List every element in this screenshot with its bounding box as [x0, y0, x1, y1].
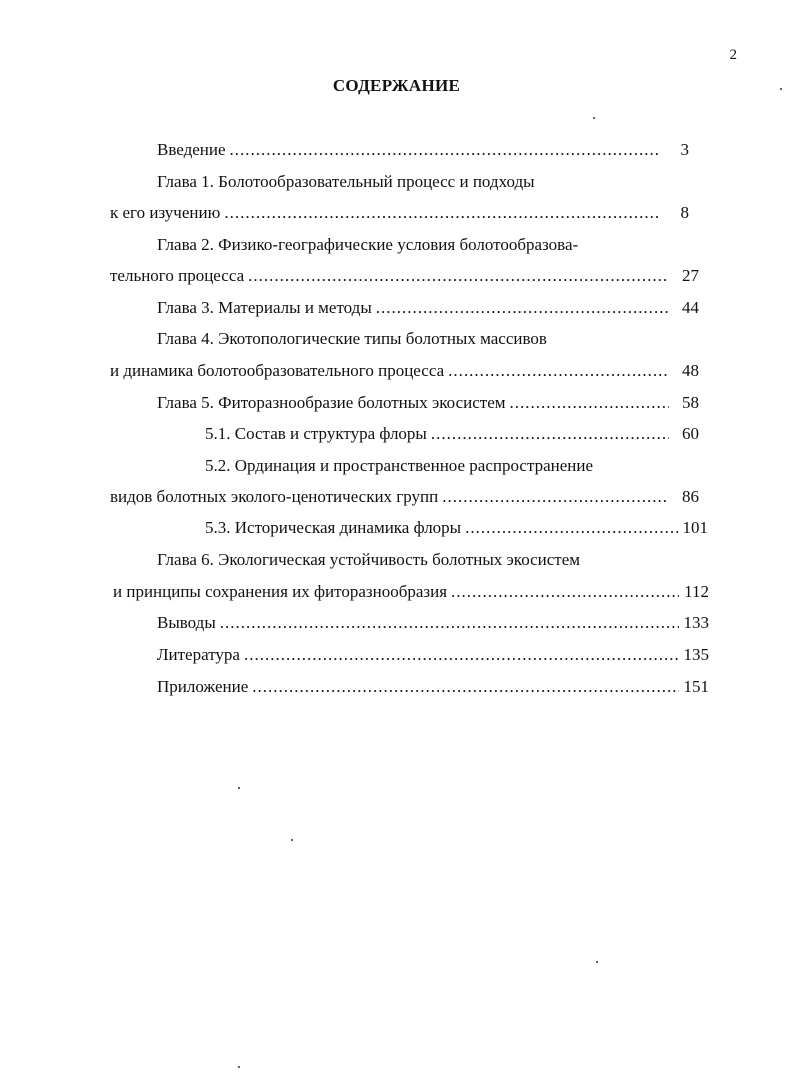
toc-entry-chapter-5 [157, 392, 699, 414]
toc-entry-text: Литература [157, 645, 240, 664]
toc-entry-chapter-6-cont [113, 581, 709, 603]
toc-entry-text: Введение [157, 140, 226, 159]
toc-entry-text: Приложение [157, 677, 249, 696]
toc-entry-text: 5.3. Историческая динамика флоры [205, 518, 462, 537]
toc-entry-section-5-2 [205, 455, 593, 477]
toc-entry-page: 135 [683, 645, 709, 664]
toc-entry-chapter-6 [157, 549, 580, 571]
scan-speck [291, 839, 293, 841]
toc-entry-introduction [157, 139, 689, 161]
toc-entry-text: и принципы сохранения их фиторазнообразия [113, 582, 448, 601]
dot-leader [442, 486, 669, 508]
toc-entry-text: Глава 2. Физико-географические условия болотообразова- [157, 235, 579, 254]
toc-entry-references [157, 644, 709, 666]
toc-entry-page: 101 [682, 518, 708, 537]
page-number: 2 [729, 47, 737, 63]
scan-speck [238, 1066, 240, 1068]
dot-leader [220, 612, 679, 634]
dot-leader [248, 265, 669, 287]
toc-entry-text: Глава 6. Экологическая устойчивость болотных экосистем [157, 550, 581, 569]
toc-entry-page: 112 [684, 582, 709, 601]
toc-entry-text: Глава 5. Фиторазнообразие болотных экосистем [157, 393, 506, 412]
toc-entry-section-5-1 [205, 423, 699, 445]
toc-entry-section-5-2-cont [110, 486, 699, 508]
toc-entry-chapter-3 [157, 297, 699, 319]
dot-leader [230, 139, 659, 161]
toc-entry-chapter-2 [157, 234, 578, 256]
toc-entry-page: 44 [682, 298, 699, 317]
toc-entry-page: 27 [682, 266, 699, 285]
dot-leader [448, 360, 669, 382]
dot-leader [252, 676, 679, 698]
toc-entry-text: видов болотных эколого-ценотических групп [110, 487, 439, 506]
toc-entry-chapter-1-cont [110, 202, 689, 224]
toc-entry-text: и динамика болотообразовательного процесса [110, 361, 445, 380]
toc-entry-page: 48 [682, 361, 699, 380]
toc-entry-text: тельного процесса [110, 266, 245, 285]
toc-entry-text: 5.2. Ординация и пространственное распространение [205, 456, 594, 475]
scan-speck [238, 787, 240, 789]
dot-leader [244, 644, 679, 666]
toc-entry-conclusions [157, 612, 709, 634]
dot-leader [224, 202, 659, 224]
scan-speck [593, 117, 595, 119]
toc-entry-text: Глава 3. Материалы и методы [157, 298, 372, 317]
toc-entry-text: Выводы [157, 613, 216, 632]
toc-entry-text: к его изучению [110, 203, 221, 222]
toc-entry-text: 5.1. Состав и структура флоры [205, 424, 427, 443]
dot-leader [431, 423, 669, 445]
scan-speck [780, 88, 782, 90]
toc-entry-appendix [157, 676, 709, 698]
toc-entry-page: 151 [683, 677, 709, 696]
toc-entry-chapter-4-cont [110, 360, 699, 382]
scan-speck [596, 961, 598, 963]
dot-leader [465, 517, 678, 539]
dot-leader [376, 297, 669, 319]
toc-entry-section-5-3 [205, 517, 708, 539]
toc-entry-page: 58 [682, 393, 699, 412]
toc-entry-page: 8 [680, 203, 689, 222]
toc-entry-page: 86 [682, 487, 699, 506]
dot-leader [510, 392, 670, 414]
toc-entry-text: Глава 1. Болотообразовательный процесс и подходы [157, 172, 535, 191]
toc-entry-page: 60 [682, 424, 699, 443]
toc-entry-page: 133 [683, 613, 709, 632]
toc-entry-text: Глава 4. Экотопологические типы болотных массивов [157, 329, 547, 348]
toc-entry-chapter-4 [157, 328, 547, 350]
toc-entry-chapter-1 [157, 171, 535, 193]
toc-entry-chapter-2-cont [110, 265, 699, 287]
toc-entry-page: 3 [680, 140, 689, 159]
page-title: СОДЕРЖАНИЕ [332, 76, 461, 95]
dot-leader [451, 581, 679, 603]
